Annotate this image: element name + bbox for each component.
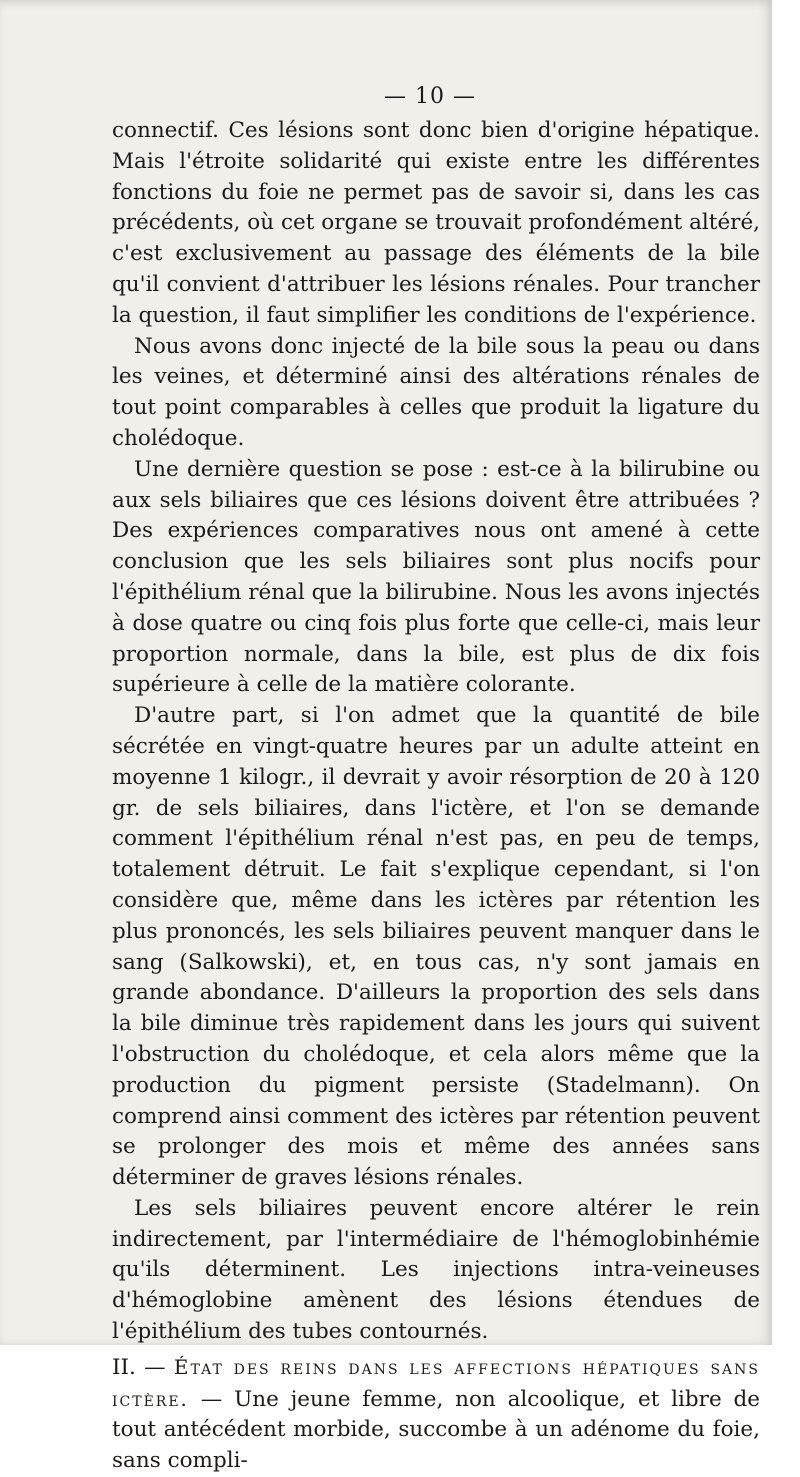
paragraph-bile-injection: Nous avons donc injecté de la bile sous la peau ou dans les veines, et déterminé ainsi des altérations rénales de tout point comparables à celles que produit la ligature du cholédoque. xyxy=(112,333,760,451)
section-heading: État des reins dans les affections hépatiques sans ictère. xyxy=(112,1354,760,1411)
paragraph-continued: connectif. Ces lésions sont donc bien d'origine hépatique. Mais l'étroite solidarité qui existe entre les différentes fonctions du foie ne permet pas de savoir si, dans les cas précédents, où cet organe se trouvait profondément altéré, c'est exclusivement au passage des éléments de la bile qu'il convient d'attribuer les lésions rénales. Pour trancher la question, il faut simplifier les conditions de l'expérience. xyxy=(112,118,760,328)
paragraph-bilirubin-question: Une dernière question se pose : est-ce à la bilirubine ou aux sels biliaires que ces lésions doivent être attribuées ? Des expériences comparatives nous ont amené à cette conclusion que les sels biliaires sont plus nocifs pour l'épithélium rénal que la bilirubine. Nous les avons injectés à dose quatre ou cinq fois plus forte que celle-ci, mais leur proportion normale, dans la bile, est plus de dix fois supérieure à celle de la matière colorante. xyxy=(112,456,760,698)
page-margin xyxy=(772,0,800,1345)
section-ii xyxy=(112,1352,760,1477)
paragraph-hemoglobin: Les sels biliaires peuvent encore altérer le rein indirectement, par l'intermédiaire de l'hémoglobinhémie qu'ils déterminent. Les injections intra-veineuses d'hémoglobine amènent des lésions étendues de l'épithélium des tubes contournés. xyxy=(112,1195,760,1345)
section-text: — Une jeune femme, non alcoolique, et libre de tout antécédent morbide, succombe à un adénome du foie, sans compli- xyxy=(112,1386,760,1474)
section-number: II. — xyxy=(112,1354,166,1380)
page-number: — 10 — xyxy=(384,84,476,109)
body-text xyxy=(112,116,760,1477)
paragraph-bile-quantity: D'autre part, si l'on admet que la quantité de bile sécrétée en vingt-quatre heures par un adulte atteint en moyenne 1 kilogr., il devrait y avoir résorption de 20 à 120 gr. de sels biliaires, dans l'ictère, et l'on se demande comment l'épithélium rénal n'est pas, en peu de temps, totalement détruit. Le fait s'explique cependant, si l'on considère que, même dans les ictères par rétention les plus prononcés, les sels biliaires peuvent manquer dans le sang (Salkowski), et, en tous cas, n'y sont jamais en grande abondance. D'ailleurs la proportion des sels dans la bile diminue très rapidement dans les jours qui suivent l'obstruction du cholédoque, et cela alors même que la production du pigment persiste (Stadelmann). On comprend ainsi comment des ictères par rétention peuvent se prolonger des mois et même des années sans déterminer de graves lésions rénales. xyxy=(112,703,760,1191)
